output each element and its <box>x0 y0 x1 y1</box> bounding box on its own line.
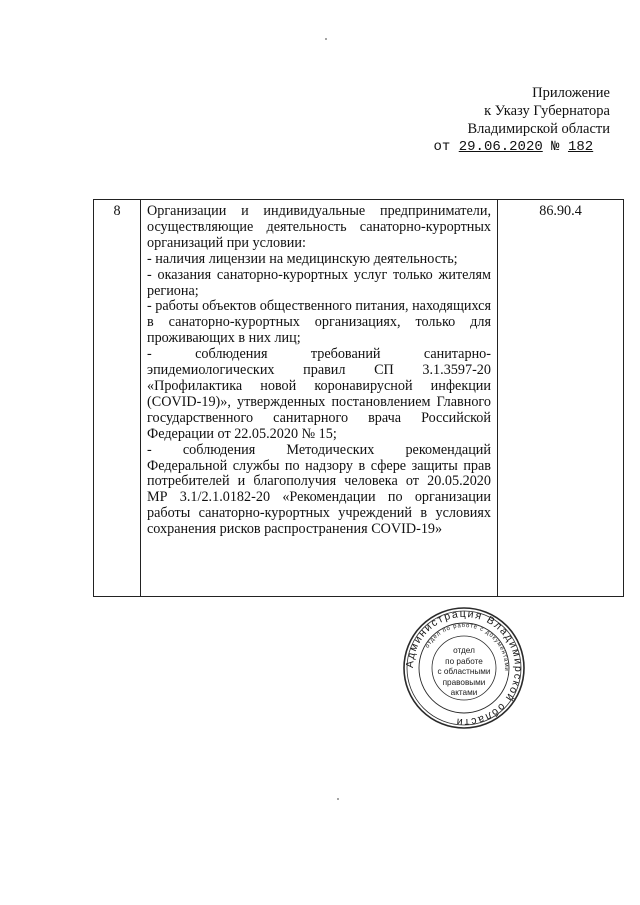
annex-date-line <box>434 138 610 156</box>
activities-table <box>93 199 624 597</box>
description-paragraph: - соблюдения Методических рекомендаций Федеральной службы по надзору в сфере защиты прав потребителей и благополучия человека от 20.05.2020 МР 3.1/2.1.0182-20 «Рекомендации по организации работы санаторно-курортных учреждений в условиях сохранения рисков распространения COVID-19» <box>147 441 491 538</box>
stamp-outer-text: Администрация Владимирской области <box>403 607 525 729</box>
activity-description <box>141 200 498 597</box>
annex-header <box>434 84 610 156</box>
description-paragraph: - наличия лицензии на медицинскую деятельность; <box>147 250 458 267</box>
stamp-line: по работе <box>445 656 483 666</box>
table-row <box>94 200 624 597</box>
stamp-line: с областными <box>437 667 491 676</box>
annex-title: Приложение <box>532 85 610 101</box>
scan-speck <box>337 798 339 800</box>
scan-speck <box>325 38 327 40</box>
stamp-line: отдел <box>453 646 475 655</box>
stamp-inner-text: отдел по работе с документами <box>424 622 510 672</box>
description-paragraph: - работы объектов общественного питания, находящихся в санаторно-курортных организациях, только для проживающих в них лиц; <box>147 298 491 347</box>
date-prefix: от <box>433 139 451 155</box>
decree-number: 182 <box>567 139 594 155</box>
description-paragraph: - оказания санаторно-курортных услуг только жителям региона; <box>147 266 491 299</box>
okved-code: 86.90.4 <box>498 200 624 597</box>
annex-region: Владимирской области <box>467 121 610 137</box>
number-prefix: № <box>551 139 560 155</box>
stamp-center-text <box>432 646 496 699</box>
stamp-line: актами <box>450 688 478 697</box>
description-paragraph: Организации и индивидуальные предприниматели, осуществляющие деятельность санаторно-курортных организаций при условии: <box>147 203 491 251</box>
decree-date: 29.06.2020 <box>458 139 543 155</box>
annex-decree-ref: к Указу Губернатора <box>484 103 610 119</box>
row-number: 8 <box>94 200 141 597</box>
official-stamp <box>402 606 526 730</box>
stamp-line: правовыми <box>442 677 486 687</box>
description-paragraph: - соблюдения требований санитарно-эпидемиологических правил СП 3.1.3597-20 «Профилактика новой коронавирусной инфекции (COVID-19)», утвержденных постановлением Главного государственного санитарного врача Российской Федерации от 22.05.2020 № 15; <box>147 346 491 442</box>
